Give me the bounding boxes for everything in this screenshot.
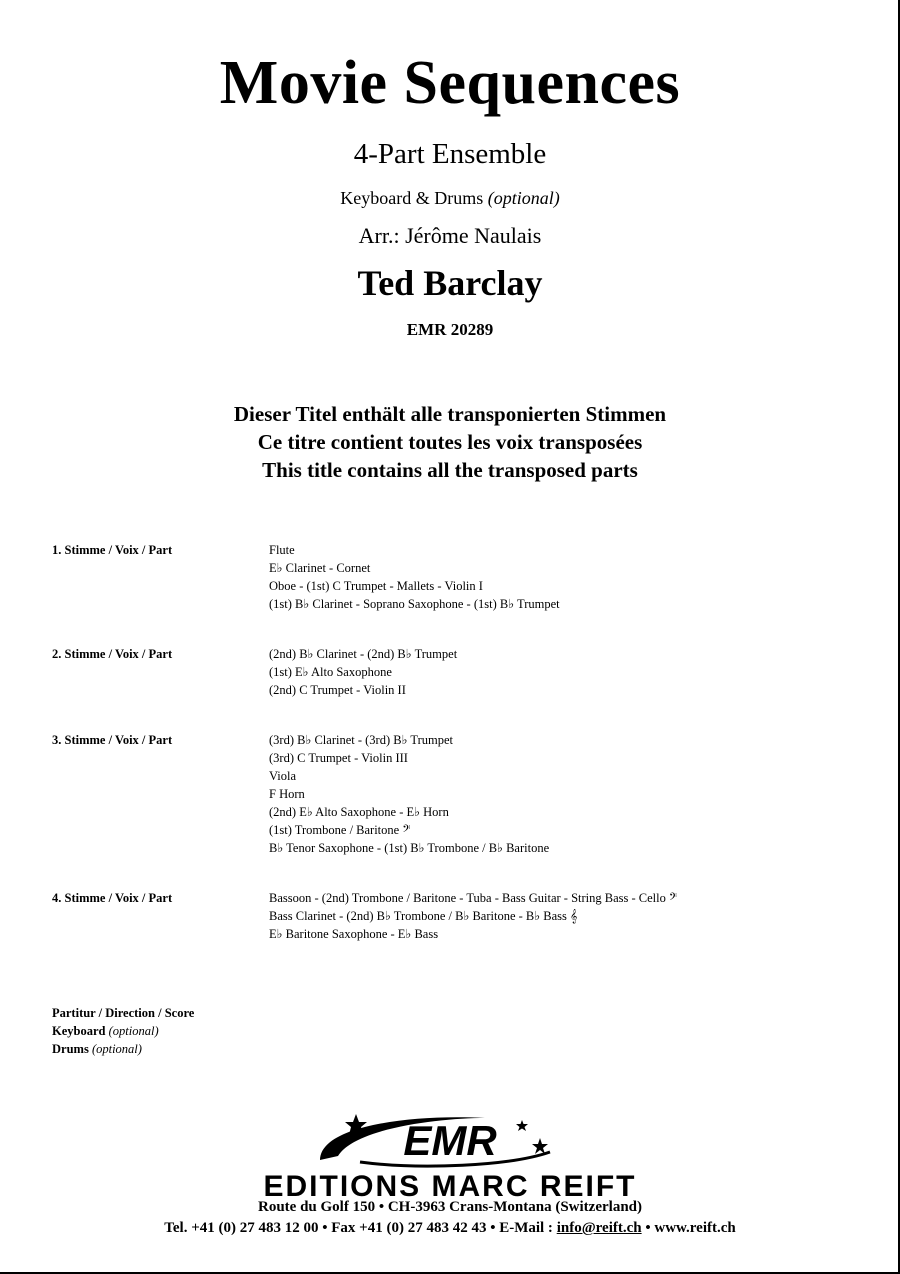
publisher-name <box>0 1172 900 1202</box>
part-label: 3. Stimme / Voix / Part <box>52 733 173 747</box>
notice-line-en: This title contains all the transposed parts <box>262 458 638 482</box>
instrumentation-text: Keyboard & Drums <box>340 188 484 208</box>
instrument-line: E♭ Baritone Saxophone - E♭ Bass <box>269 927 439 941</box>
instrument-line: (2nd) B♭ Clarinet - (2nd) B♭ Trumpet <box>269 647 458 661</box>
keyboard-line <box>52 1022 194 1040</box>
instrumentation-optional: (optional) <box>487 188 560 208</box>
notice-line-fr: Ce titre contient toutes les voix transposées <box>257 430 643 454</box>
notice-line-de: Dieser Titel enthält alle transponierten Stimmen <box>233 402 667 426</box>
logo-lettering: EMR <box>403 1117 497 1164</box>
instrument-line: (1st) Trombone / Baritone 𝄢 <box>269 823 411 837</box>
publisher-part2: MARC <box>431 1170 540 1203</box>
part-label: 4. Stimme / Voix / Part <box>52 891 173 905</box>
instrument-line: (2nd) C Trumpet - Violin II <box>269 683 406 697</box>
publisher-part3: REIFT <box>539 1170 637 1203</box>
instrument-line: F Horn <box>269 787 305 801</box>
part-label: 1. Stimme / Voix / Part <box>52 543 173 557</box>
emr-logo <box>300 1108 600 1170</box>
instrument-line: Viola <box>269 769 297 783</box>
part-instruments <box>269 731 869 857</box>
instrument-line: (1st) B♭ Clarinet - Soprano Saxophone - (1st) B♭ Trumpet <box>269 597 560 611</box>
additional-parts <box>52 1004 194 1058</box>
keyboard-label: Keyboard <box>52 1024 106 1038</box>
transposed-parts-notice <box>0 400 900 484</box>
instrument-line: Bass Clarinet - (2nd) B♭ Trombone / B♭ Baritone - B♭ Bass 𝄞 <box>269 909 578 923</box>
instrument-line: (2nd) E♭ Alto Saxophone - E♭ Horn <box>269 805 449 819</box>
instrument-line: (3rd) B♭ Clarinet - (3rd) B♭ Trumpet <box>269 733 453 747</box>
arranger: Arr.: Jérôme Naulais <box>358 223 542 248</box>
instrument-line: Oboe - (1st) C Trumpet - Mallets - Violin I <box>269 579 483 593</box>
part-instruments <box>269 541 869 613</box>
composer: Ted Barclay <box>357 263 543 303</box>
instrument-line: (1st) E♭ Alto Saxophone <box>269 665 392 679</box>
subtitle: 4-Part Ensemble <box>353 138 547 170</box>
part-label: 2. Stimme / Voix / Part <box>52 647 173 661</box>
keyboard-optional: (optional) <box>108 1024 159 1038</box>
instrument-line: B♭ Tenor Saxophone - (1st) B♭ Trombone / B♭ Baritone <box>269 841 550 855</box>
score-label: Partitur / Direction / Score <box>52 1006 195 1020</box>
part-instruments <box>269 889 869 943</box>
page-title: Movie Sequences <box>219 49 681 117</box>
drums-optional: (optional) <box>91 1042 142 1056</box>
email-link[interactable]: info@reift.ch <box>556 1220 642 1236</box>
drums-line <box>52 1040 194 1058</box>
catalog-number: EMR 20289 <box>406 320 494 339</box>
instrument-line: Bassoon - (2nd) Trombone / Baritone - Tuba - Bass Guitar - String Bass - Cello 𝄢 <box>269 891 678 905</box>
instrument-line: E♭ Clarinet - Cornet <box>269 561 371 575</box>
instrument-line: Flute <box>269 543 295 557</box>
drums-label: Drums <box>52 1042 89 1056</box>
part-instruments <box>269 645 869 699</box>
publisher-contact <box>0 1221 900 1236</box>
contact-phone-fax: Tel. +41 (0) 27 483 12 00 • Fax +41 (0) 27 483 42 43 • E-Mail : <box>164 1220 557 1236</box>
instrumentation <box>0 189 900 207</box>
publisher-address: Route du Golf 150 • CH-3963 Crans-Montana (Switzerland) <box>258 1199 642 1215</box>
publisher-part1: EDITIONS <box>263 1170 432 1203</box>
website-text: • www.reift.ch <box>641 1220 736 1236</box>
instrument-line: (3rd) C Trumpet - Violin III <box>269 751 408 765</box>
